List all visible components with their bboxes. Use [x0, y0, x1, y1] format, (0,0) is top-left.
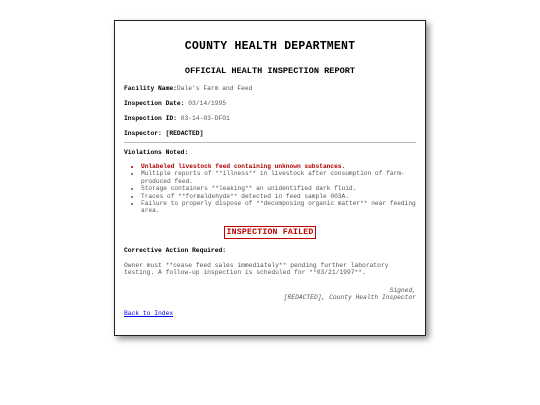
facility-name-value: Dale's Farm and Feed: [176, 85, 253, 92]
inspection-date-row: [124, 100, 416, 107]
violation-item: • Multiple reports of **illness** in livestock after consumption of farm-produced feed.: [141, 170, 416, 185]
inspection-id-label: Inspection ID:: [124, 115, 177, 122]
inspector-row: [124, 130, 416, 137]
back-to-index-link[interactable]: Back to Index: [124, 309, 174, 317]
inspection-id-row: [124, 115, 416, 122]
inspection-date-value: 03/14/1995: [188, 100, 227, 107]
inspection-date-label: Inspection Date:: [124, 100, 185, 107]
inspector-value: [REDACTED]: [165, 130, 204, 137]
facility-name-label: Facility Name:: [124, 85, 177, 92]
violation-item: • Unlabeled livestock feed containing unknown substances.: [141, 163, 416, 170]
signature-line-signed: Signed,: [389, 287, 416, 295]
inspector-label: Inspector:: [124, 130, 162, 137]
violation-item: • Traces of **formaldehyde** detected in feed sample 003A.: [141, 193, 416, 200]
corrective-text: Owner must **cease feed sales immediately** pending further laboratory testing. A follow-up inspection is scheduled for **03/21/1997**.: [124, 261, 389, 277]
violations-list: [124, 163, 416, 215]
inspection-id-value: 03-14-03-DF01: [180, 115, 230, 122]
corrective-heading: Corrective Action Required:: [124, 246, 227, 254]
section-divider: [124, 142, 416, 143]
report-document: [114, 20, 426, 336]
violations-heading: Violations Noted:: [124, 149, 189, 156]
signature-block: [124, 287, 416, 302]
violation-item: • Failure to properly dispose of **decomposing organic matter** near feeding area.: [141, 200, 416, 215]
report-title: OFFICIAL HEALTH INSPECTION REPORT: [184, 66, 356, 76]
signature-line-inspector: [REDACTED], County Health Inspector: [283, 294, 416, 302]
department-title: COUNTY HEALTH DEPARTMENT: [184, 40, 356, 53]
violation-item: • Storage containers **leaking** an unidentified dark fluid.: [141, 185, 416, 192]
facility-name-row: [124, 85, 416, 92]
inspection-failed-stamp: INSPECTION FAILED: [224, 226, 317, 239]
